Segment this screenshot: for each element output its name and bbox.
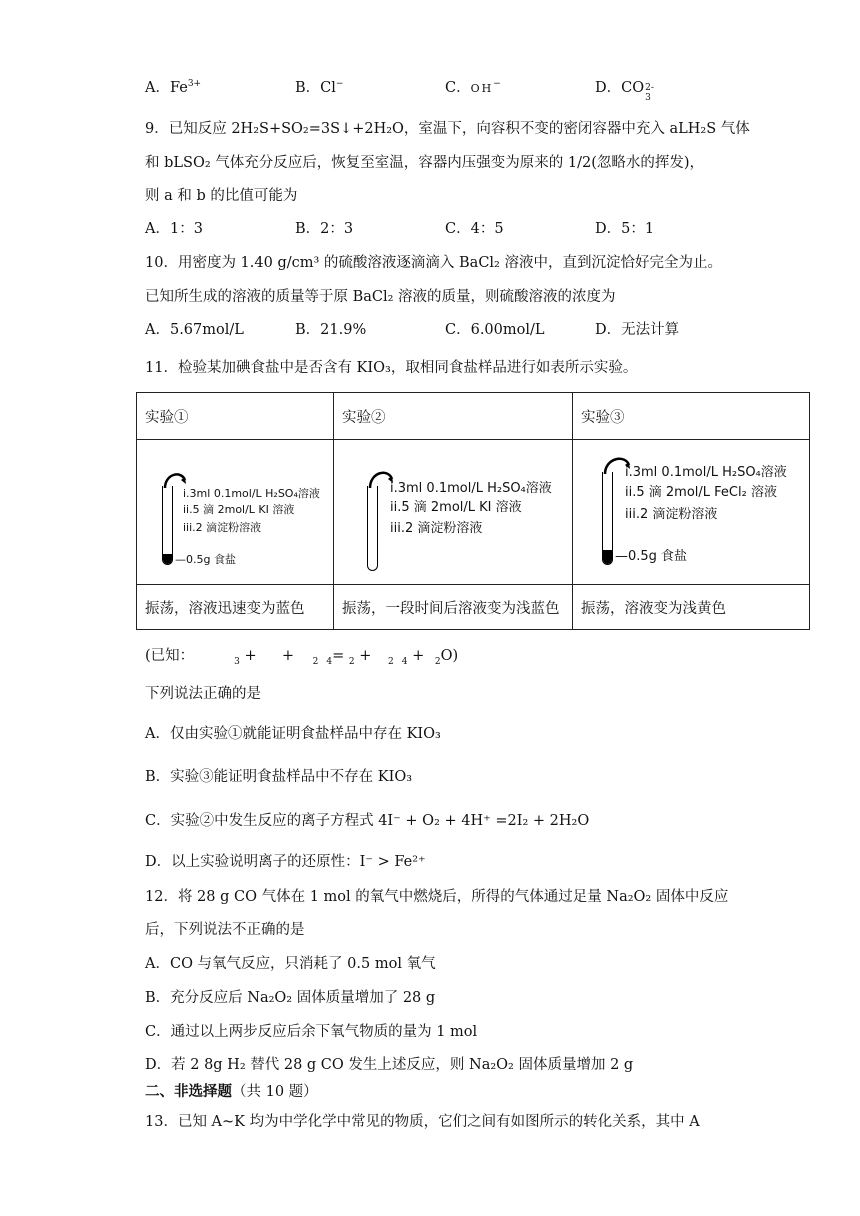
q9-line-3: 则 a 和 b 的比值可能为 xyxy=(145,188,298,204)
exp1-salt-label: —0.5g 食盐 xyxy=(175,553,236,566)
diagram-exp-1 xyxy=(137,440,334,585)
q9-option-b: B．2：3 xyxy=(295,221,354,237)
q8-options xyxy=(145,77,745,103)
q9-option-d: D．5：1 xyxy=(595,221,655,237)
q11-option-d: D．以上实验说明离子的还原性：I⁻ > Fe²⁺ xyxy=(145,854,426,870)
q10-option-a: A．5.67mol/L xyxy=(145,322,244,338)
q8-option-d: D．CO 2- 3 xyxy=(595,80,654,103)
q8-option-a: A．$Fe^{3+}$ xyxy=(145,79,202,96)
q10-option-b: B．21.9% xyxy=(295,322,367,338)
test-tube-3 xyxy=(602,472,613,565)
q12-option-c: C．通过以上两步反应后余下氧气物质的量为 1 mol xyxy=(145,1024,478,1040)
exp3-reagent-2: ii.5 滴 2mol/L FeCl₂ 溶液 xyxy=(625,485,777,500)
q11-option-c: C．实验②中发生反应的离子方程式 4I⁻ + O₂ + 4H⁺ =2I₂ + 2H₂O xyxy=(145,813,590,829)
q9-option-a: A．1：3 xyxy=(145,221,203,237)
table-result-row xyxy=(137,585,810,630)
exp3-reagent-1: i.3ml 0.1mol/L H₂SO₄溶液 xyxy=(625,465,787,480)
exp1-reagent-2: ii.5 滴 2mol/L KI 溶液 xyxy=(183,503,295,516)
q10-options xyxy=(145,319,745,341)
q9-options xyxy=(145,218,745,240)
known-equation: (已知： $_3$ + + $_2$ $_4$= $_2$ + $_2$ $_4$ + $_2$O) xyxy=(145,648,459,667)
exp2-reagent-1: i.3ml 0.1mol/L H₂SO₄溶液 xyxy=(390,481,552,496)
exp3-reagent-3: iii.2 滴淀粉溶液 xyxy=(625,507,718,522)
q11-option-a: A．仅由实验①就能证明食盐样品中存在 KIO₃ xyxy=(145,726,441,742)
q11-option-b: B．实验③能证明食盐样品中不存在 KIO₃ xyxy=(145,769,413,785)
q13-line-1: 13．已知 A~K 均为中学化学中常见的物质，它们之间有如图所示的转化关系，其中 A xyxy=(145,1114,700,1130)
result-exp-2: 振荡，一段时间后溶液变为浅蓝色 xyxy=(334,585,573,630)
diagram-exp-2 xyxy=(334,440,573,585)
q10-line-1: 10．用密度为 1.40 g/cm³ 的硫酸溶液逐滴滴入 BaCl₂ 溶液中，直到沉淀恰好完全为止。 xyxy=(145,255,722,271)
exp2-reagent-3: iii.2 滴淀粉溶液 xyxy=(390,521,483,536)
q12-option-d: D．若 2 8g H₂ 替代 28 g CO 发生上述反应，则 Na₂O₂ 固体质量增加 2 g xyxy=(145,1057,634,1073)
table-header-row xyxy=(137,393,810,440)
test-tube-2 xyxy=(367,486,378,571)
q11-prompt: 下列说法正确的是 xyxy=(145,686,261,702)
q12-option-b: B．充分反应后 Na₂O₂ 固体质量增加了 28 g xyxy=(145,990,436,1006)
exp3-salt-label: —0.5g 食盐 xyxy=(615,549,688,564)
q12-line-1: 12．将 28 g CO 气体在 1 mol 的氧气中燃烧后，所得的气体通过足量 Na₂O₂ 固体中反应 xyxy=(145,889,729,905)
q12-option-a: A．CO 与氧气反应，只消耗了 0.5 mol 氧气 xyxy=(145,956,436,972)
section-2-heading: 二、非选择题（共 10 题） xyxy=(145,1083,318,1100)
q8-option-b: B．Cl− xyxy=(295,79,344,96)
q9-line-1: 9．已知反应 2H₂S+SO₂=3S↓+2H₂O，室温下，向容积不变的密闭容器中充入 aLH₂S 气体 xyxy=(145,121,750,137)
table-diagram-row xyxy=(137,440,810,585)
exp1-reagent-1: i.3ml 0.1mol/L H₂SO₄溶液 xyxy=(183,487,320,500)
q10-option-d: D．无法计算 xyxy=(595,322,680,338)
q10-option-c: C．6.00mol/L xyxy=(445,322,545,338)
result-exp-1: 振荡，溶液迅速变为蓝色 xyxy=(137,585,334,630)
q12-line-2: 后，下列说法不正确的是 xyxy=(145,922,305,938)
q9-line-2: 和 bLSO₂ 气体充分反应后，恢复至室温，容器内压强变为原来的 1/2(忽略水的挥发)， xyxy=(145,155,705,171)
q9-option-c: C．4：5 xyxy=(445,221,504,237)
experiment-table xyxy=(136,392,810,630)
header-exp-2: 实验② xyxy=(334,393,573,440)
test-tube-1 xyxy=(162,486,173,565)
q8-option-c: C．OH− xyxy=(445,79,501,96)
q10-line-2: 已知所生成的溶液的质量等于原 BaCl₂ 溶液的质量，则硫酸溶液的浓度为 xyxy=(145,289,616,305)
exp1-reagent-3: iii.2 滴淀粉溶液 xyxy=(183,521,262,534)
header-exp-1: 实验① xyxy=(137,393,334,440)
q11-stem: 11．检验某加碘食盐中是否含有 KIO₃，取相同食盐样品进行如表所示实验。 xyxy=(145,360,638,376)
diagram-exp-3 xyxy=(573,440,810,585)
result-exp-3: 振荡，溶液变为浅黄色 xyxy=(573,585,810,630)
exp2-reagent-2: ii.5 滴 2mol/L KI 溶液 xyxy=(390,500,522,515)
header-exp-3: 实验③ xyxy=(573,393,810,440)
